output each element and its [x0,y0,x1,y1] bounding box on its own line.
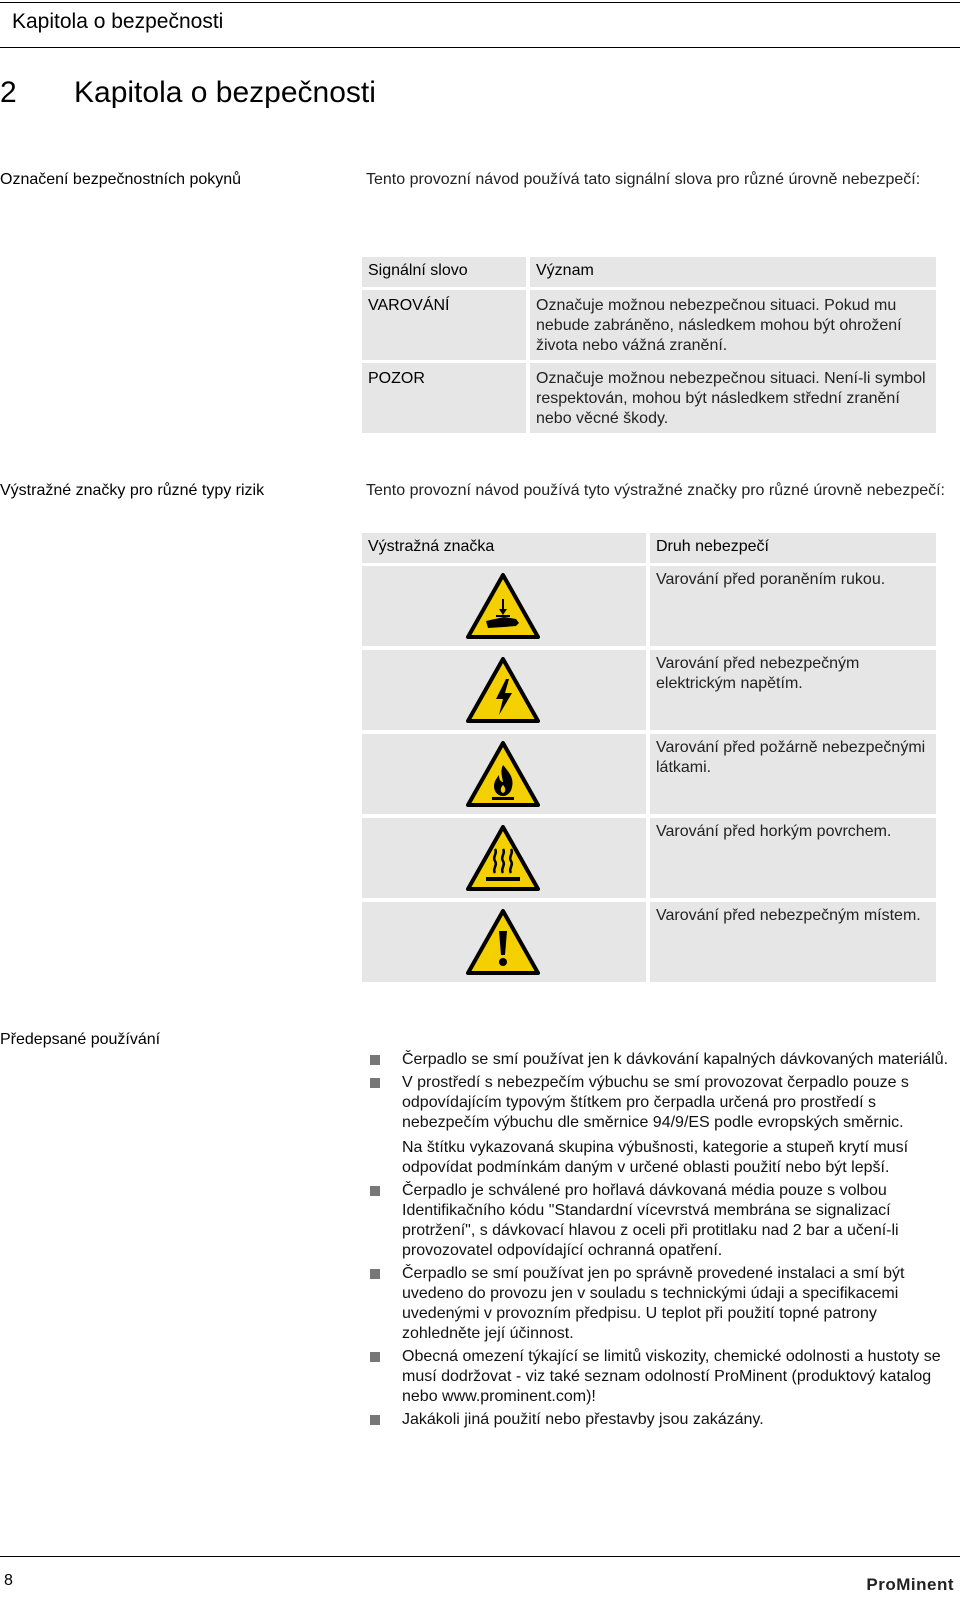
square-bullet-icon [370,1352,380,1362]
header-bottom-rule [0,47,960,48]
header-top-rule [0,2,960,3]
warning-table-header-hazard: Druh nebezpečí [650,533,936,563]
square-bullet-icon [370,1055,380,1065]
hazard-description: Varování před požárně nebezpečnými látkami. [650,734,936,814]
signal-meaning-warning: Označuje možnou nebezpečnou situaci. Pokud mu nebude zabráněno, následkem mohou být ohrožení života nebo vážná zranění. [530,290,936,360]
warning-sign-cell [362,566,646,646]
hazard-description: Varování před horkým povrchem. [650,818,936,898]
list-item [366,1264,956,1344]
signal-word-warning: VAROVÁNÍ [362,290,526,360]
footer-rule [0,1556,960,1557]
hand-injury-warning-icon [466,573,540,639]
list-item-text: Čerpadlo se smí používat jen k dávkování kapalných dávkovaných materiálů. [402,1051,949,1068]
warning-table-header-sign: Výstražná značka [362,533,646,563]
brand-logo: ProMinent [866,1575,954,1594]
intended-use-list [366,1050,956,1433]
general-danger-warning-icon [466,909,540,975]
signal-words-heading: Označení bezpečnostních pokynů [0,171,242,188]
square-bullet-icon [370,1269,380,1279]
list-item-text: V prostředí s nebezpečím výbuchu se smí provozovat čerpadlo pouze s odpovídajícím typovým štítkem pro čerpadla určená pro prostředí s nebezpečím výbuchu dle směrnice 94/9/ES podle evropských směrnic. [402,1074,909,1131]
electric-voltage-warning-icon [466,657,540,723]
hazard-description: Varování před nebezpečným elektrickým napětím. [650,650,936,730]
hazard-description: Varování před poraněním rukou. [650,566,936,646]
list-item-note: Na štítku vykazovaná skupina výbušnosti, kategorie a stupeň krytí musí odpovídat podmínkám daným v určené oblasti použití nebo být lepší. [402,1139,909,1176]
square-bullet-icon [370,1415,380,1425]
list-item [366,1181,956,1261]
chapter-title: Kapitola o bezpečnosti [74,76,376,109]
warning-signs-heading: Výstražné značky pro různé typy rizik [0,482,265,499]
list-item [366,1410,956,1430]
flammable-warning-icon [466,741,540,807]
hazard-description: Varování před nebezpečným místem. [650,902,936,982]
signal-word-caution: POZOR [362,363,526,433]
running-header-title: Kapitola o bezpečnosti [12,10,224,33]
warning-sign-cell [362,902,646,982]
list-item-text: Jakákoli jiná použití nebo přestavby jsou zakázány. [402,1411,764,1428]
chapter-number: 2 [0,76,17,109]
square-bullet-icon [370,1186,380,1196]
list-item [366,1050,956,1070]
square-bullet-icon [370,1078,380,1088]
list-item-text: Obecná omezení týkající se limitů viskozity, chemické odolnosti a hustoty se musí dodržovat - viz také seznam odolností ProMinent (produktový katalog nebo www.prominent.com)! [402,1348,941,1405]
list-item-text: Čerpadlo je schválené pro hořlavá dávkovaná média pouze s volbou Identifikačního kódu "Standardní vícevrstvá membrána se signalizací protržení", s dávkovací hlavou z oceli při protitlaku nad 2 bar a učení-li provozovatel odpovídající ochranná opatření. [402,1182,899,1259]
warning-sign-cell [362,650,646,730]
list-item-text: Čerpadlo se smí používat jen po správně provedené instalaci a smí být uvedeno do provozu jen v souladu s technickými údaji a specifikacemi uvedenými v provozním předpisu. U teplot při použití topné patrony zohledněte její účinnost. [402,1265,905,1342]
hot-surface-warning-icon [466,825,540,891]
signal-meaning-caution: Označuje možnou nebezpečnou situaci. Není-li symbol respektován, mohou být následkem střední zranění nebo věcné škody. [530,363,936,433]
intended-use-heading: Předepsané používání [0,1031,161,1048]
list-item [366,1347,956,1407]
signal-table-header-meaning: Význam [530,257,936,287]
warning-sign-cell [362,818,646,898]
warning-sign-cell [362,734,646,814]
signal-table-header-word: Signální slovo [362,257,526,287]
warning-signs-intro: Tento provozní návod používá tyto výstražné značky pro různé úrovně nebezpečí: [366,482,945,499]
signal-words-intro: Tento provozní návod používá tato signální slova pro různé úrovně nebezpečí: [366,171,921,188]
page-number: 8 [4,1572,13,1589]
list-item [366,1073,956,1178]
